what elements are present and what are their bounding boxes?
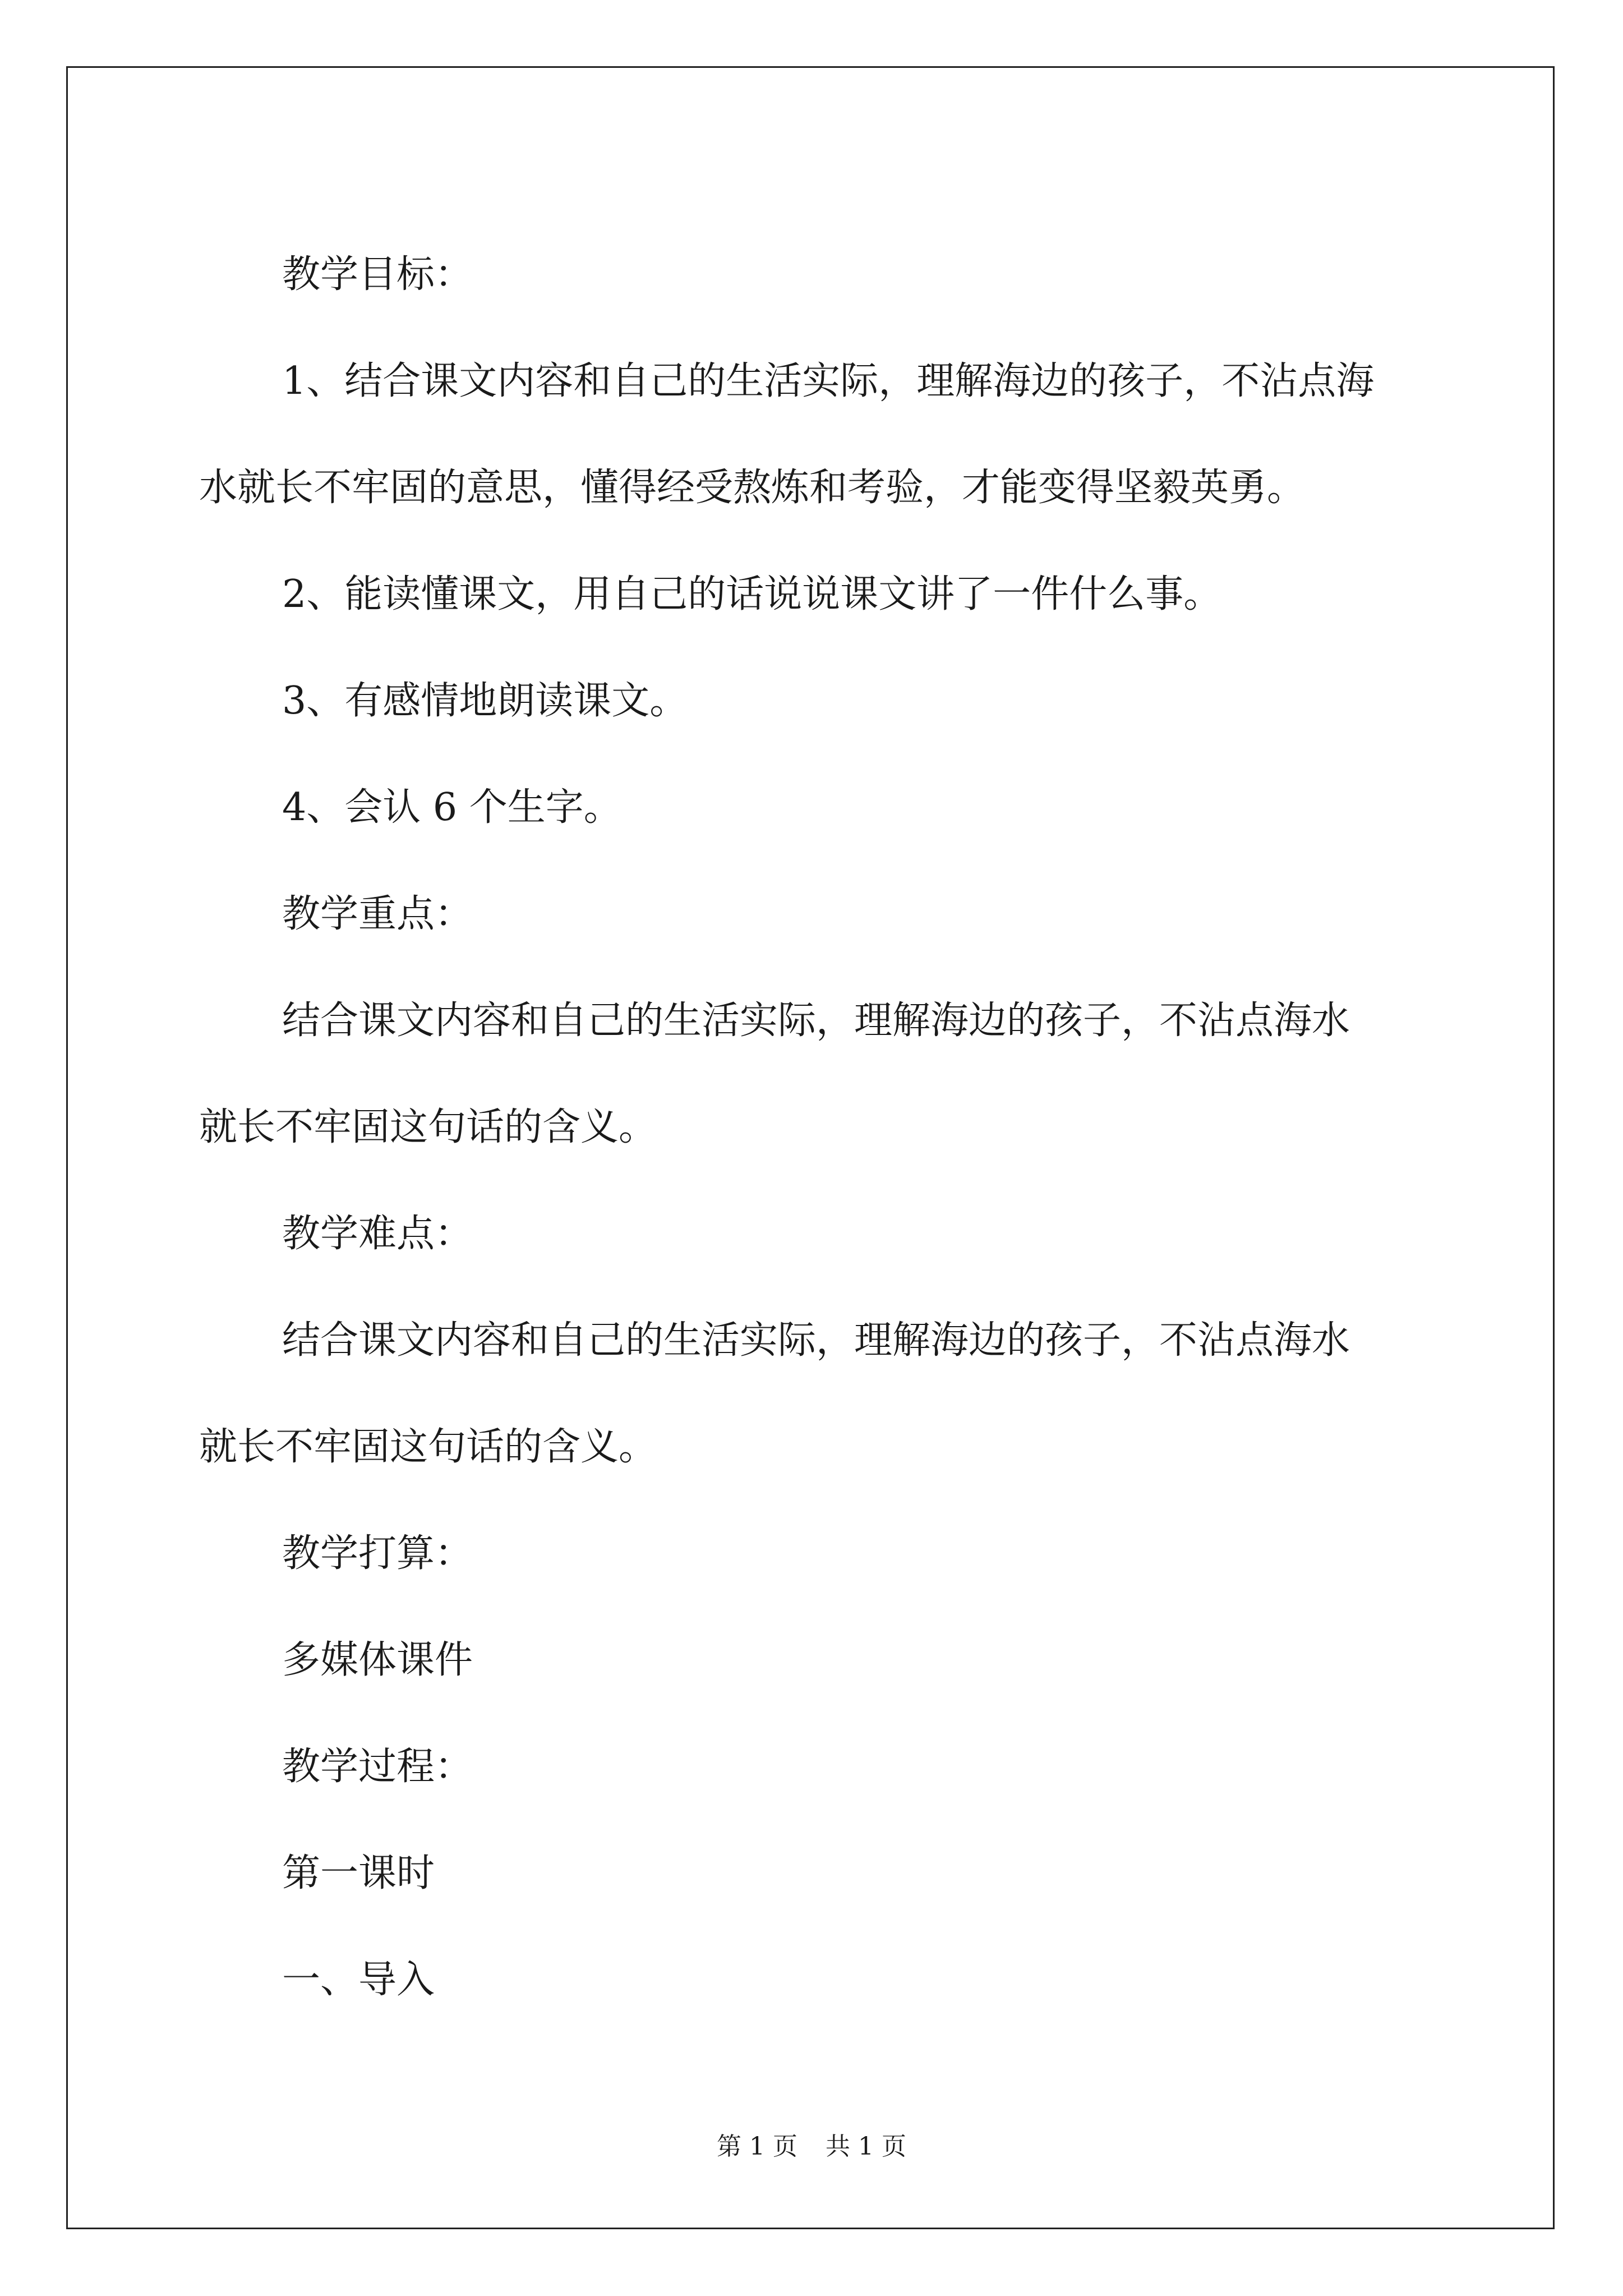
paragraph-difficulties-cont: 就长不牢固这句话的含义。 <box>199 1425 657 1469</box>
paragraph-preparation: 多媒体课件 <box>282 1638 473 1682</box>
page-number-total: 共 1 页 <box>826 2132 906 2161</box>
paragraph-key-points-cont: 就长不牢固这句话的含义。 <box>199 1105 657 1149</box>
paragraph-heading-difficulties: 教学难点： <box>282 1212 473 1256</box>
paragraph-heading-preparation: 教学打算： <box>282 1531 473 1576</box>
paragraph-difficulties: 结合课文内容和自己的生活实际，理解海边的孩子，不沾点海水 <box>282 1318 1350 1363</box>
paragraph-objective-4: 4、会认 6 个生字。 <box>282 785 622 830</box>
paragraph-key-points: 结合课文内容和自己的生活实际，理解海边的孩子，不沾点海水 <box>282 999 1350 1043</box>
paragraph-heading-process: 教学过程： <box>282 1745 473 1789</box>
paragraph-objective-1-cont: 水就长不牢固的意思，懂得经受熬炼和考验，才能变得坚毅英勇。 <box>199 466 1306 510</box>
paragraph-heading-objectives: 教学目标： <box>282 252 473 297</box>
page-number-current: 第 1 页 <box>717 2132 797 2161</box>
paragraph-objective-3: 3、有感情地朗读课文。 <box>282 679 688 723</box>
paragraph-introduction: 一、导入 <box>282 1958 435 2002</box>
paragraph-objective-1: 1、结合课文内容和自己的生活实际，理解海边的孩子，不沾点海 <box>282 359 1375 403</box>
paragraph-first-lesson: 第一课时 <box>282 1851 435 1895</box>
paragraph-heading-key-points: 教学重点： <box>282 892 473 936</box>
document-body <box>199 222 1438 2033</box>
page-footer <box>0 2126 1623 2162</box>
paragraph-objective-2: 2、能读懂课文，用自己的话说说课文讲了一件什么事。 <box>282 572 1222 616</box>
